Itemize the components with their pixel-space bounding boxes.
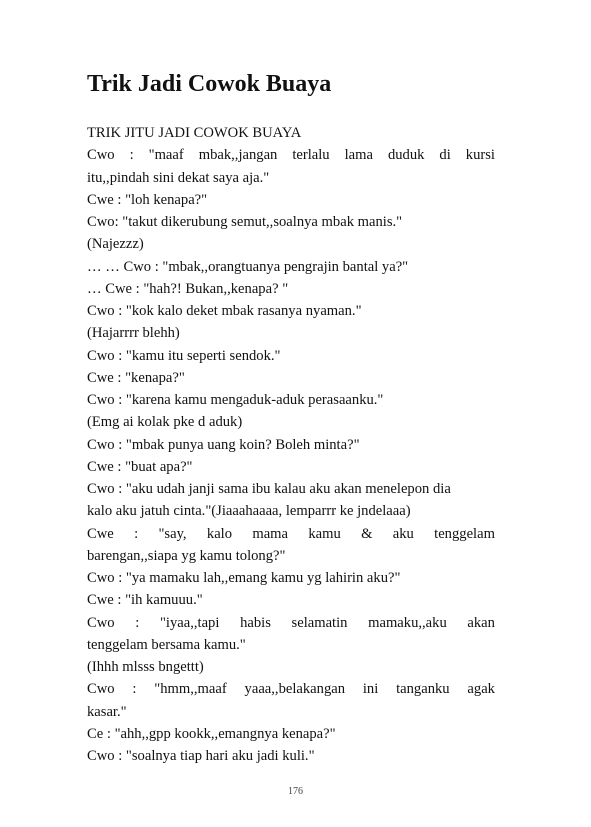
text-line: … … Cwo : "mbak,,orangtuanya pengrajin bantal ya?"	[87, 258, 409, 275]
text-line: Cwo : "kamu itu seperti sendok."	[87, 347, 281, 364]
word: agak	[467, 681, 495, 698]
text-line: Cwe : "kenapa?"	[87, 369, 185, 386]
word: ini	[362, 681, 379, 698]
text-line: itu,,pindah sini dekat saya aja."	[87, 169, 270, 186]
word: duduk	[387, 147, 425, 164]
word: kursi	[465, 147, 495, 164]
text-line: kasar."	[87, 703, 127, 720]
text-line: Cwe : "loh kenapa?"	[87, 191, 208, 208]
text-line: Cwe : "ih kamuuu."	[87, 592, 203, 609]
word: "maaf	[148, 147, 184, 164]
text-line: Cwo : "ya mamaku lah,,emang kamu yg lahirin aku?"	[87, 570, 401, 586]
text-line	[87, 523, 495, 545]
word: mama	[252, 525, 289, 542]
word: Cwo	[87, 614, 115, 631]
word: Cwo	[87, 147, 115, 164]
text-line: kalo aku jatuh cinta."(Jiaaahaaaa, lemparrr ke jndelaaa)	[87, 503, 411, 520]
text-line: barengan,,siapa yg kamu tolong?"	[87, 547, 286, 564]
word: "iyaa,,tapi	[159, 614, 220, 631]
text-line: (Najezzz)	[87, 236, 144, 253]
text-line	[87, 144, 495, 166]
text-line: Cwo : "kok kalo deket mbak rasanya nyaman."	[87, 303, 362, 319]
text-line	[87, 678, 495, 700]
page-number: 176	[288, 786, 303, 797]
word: kalo	[206, 525, 233, 542]
text-line: TRIK JITU JADI COWOK BUAYA	[87, 125, 302, 141]
word: :	[135, 614, 140, 631]
text-line	[87, 612, 495, 634]
word: :	[134, 525, 139, 542]
word: "say,	[158, 525, 187, 542]
text-line: Cwo : "mbak punya uang koin? Boleh minta?"	[87, 436, 360, 453]
text-line: Cwo : "karena kamu mengaduk-aduk perasaanku."	[87, 392, 384, 408]
word: selamatin	[291, 614, 348, 631]
word: aku	[392, 525, 414, 542]
word: yaaa,,belakangan	[244, 681, 346, 698]
word: "hmm,,maaf	[154, 681, 227, 698]
word: habis	[240, 614, 271, 631]
text-line: Cwo : "soalnya tiap hari aku jadi kuli."	[87, 748, 315, 764]
text-line: Cwo : "aku udah janji sama ibu kalau aku akan menelepon dia	[87, 481, 451, 497]
text-line: tenggelam bersama kamu."	[87, 636, 246, 653]
document-body	[87, 122, 495, 767]
page-title: Trik Jadi Cowok Buaya	[87, 71, 332, 97]
word: kamu	[308, 525, 341, 542]
word: :	[132, 681, 137, 698]
word: &	[361, 525, 373, 542]
word: lama	[344, 147, 373, 164]
text-line: Cwo: "takut dikerubung semut,,soalnya mbak manis."	[87, 214, 403, 230]
word: tenggelam	[434, 525, 495, 542]
text-line: Cwe : "buat apa?"	[87, 458, 193, 475]
word: Cwo	[87, 681, 115, 698]
word: mbak,,jangan	[198, 147, 278, 164]
word: akan	[467, 614, 495, 631]
text-line: … Cwe : "hah?! Bukan,,kenapa? "	[87, 280, 289, 297]
text-line: (Ihhh mlsss bngettt)	[87, 659, 204, 675]
word: Cwe	[87, 525, 114, 542]
text-line: (Hajarrrr blehh)	[87, 325, 180, 342]
text-line: (Emg ai kolak pke d aduk)	[87, 414, 243, 431]
word: tanganku	[396, 681, 450, 698]
word: :	[129, 147, 134, 164]
word: mamaku,,aku	[368, 614, 447, 631]
word: di	[439, 147, 451, 164]
text-line: Ce : "ahh,,gpp kookk,,emangnya kenapa?"	[87, 725, 336, 742]
word: terlalu	[292, 147, 330, 164]
